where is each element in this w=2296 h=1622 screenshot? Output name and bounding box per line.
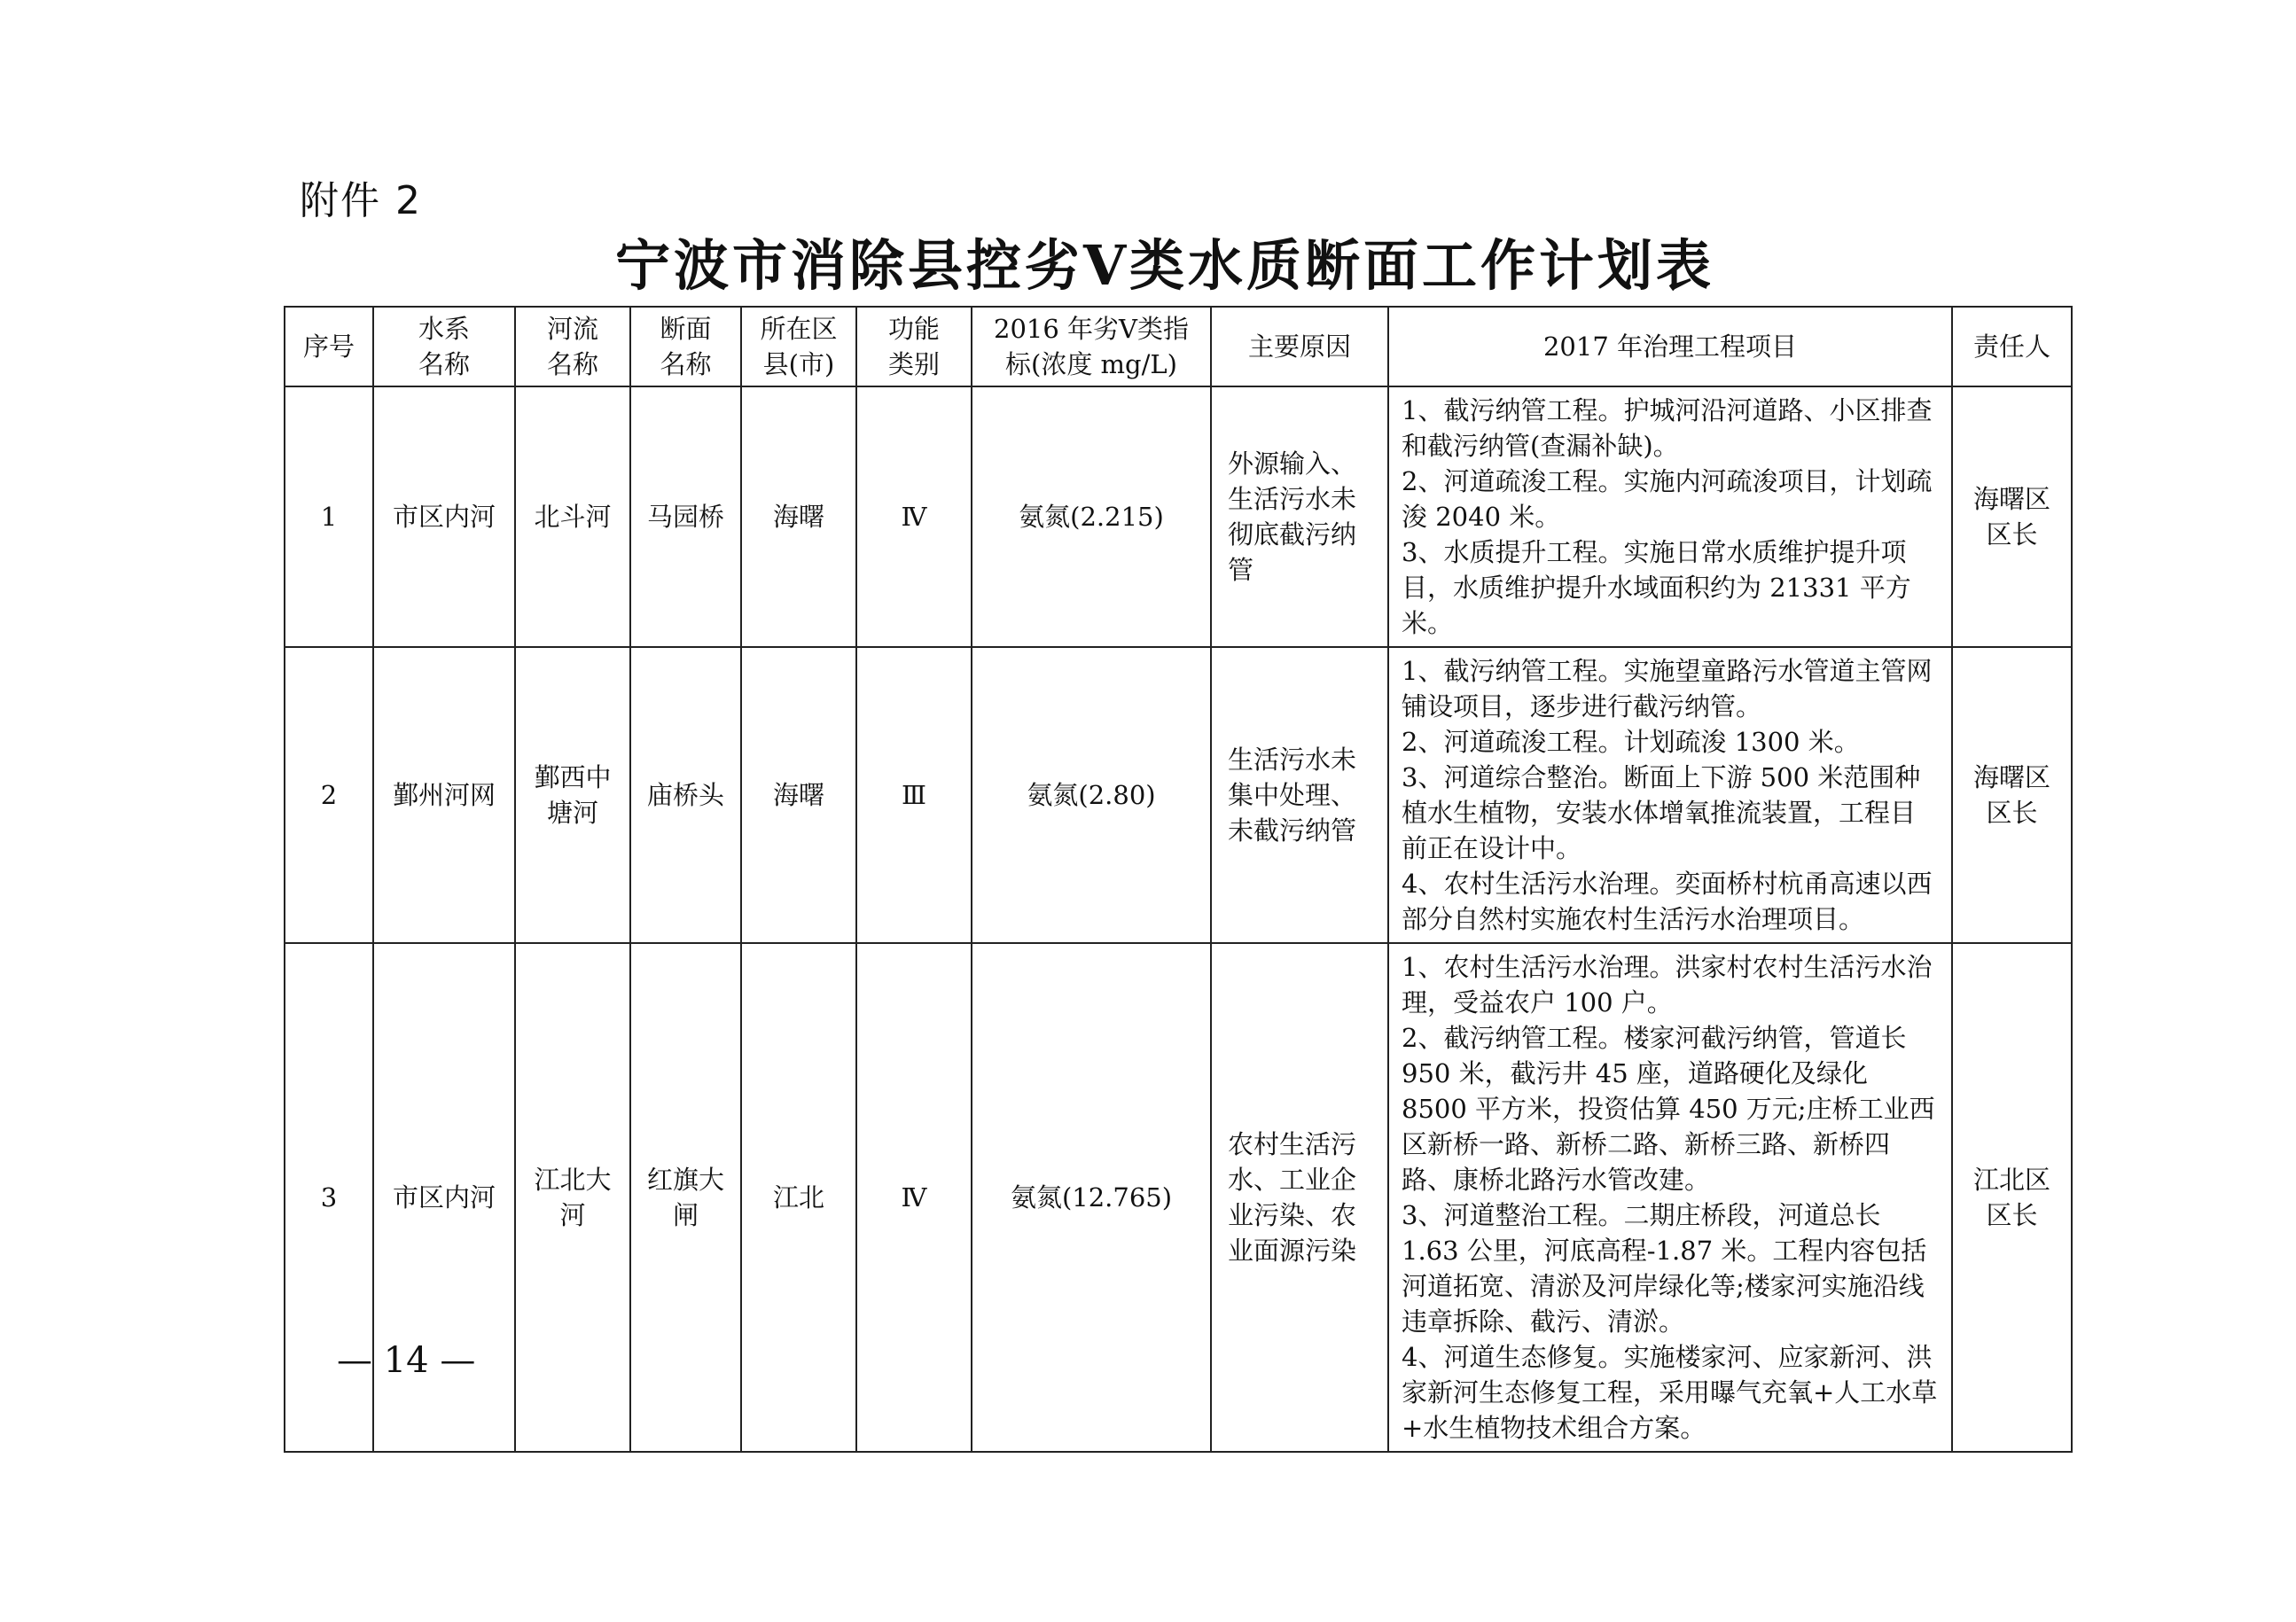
cell-water-system: 市区内河	[373, 943, 515, 1452]
work-plan-table	[284, 306, 2073, 1453]
cell-projects: 1、农村生活污水治理。洪家村农村生活污水治理，受益农户 100 户。 2、截污纳管工程。楼家河截污纳管，管道长 950 米，截污井 45 座，道路硬化及绿化 8500 平方米，投资估算 450 万元;庄桥工业西区新桥一路、新桥二路、新桥三路、新桥四路、康桥北路污水管改建。 3、河道整治工程。二期庄桥段，河道总长 1.63 公里，河底高程-1.87 米。工程内容包括河道拓宽、清淤及河岸绿化等;楼家河实施沿线违章拆除、截污、清淤。 4、河道生态修复。实施楼家河、应家新河、洪家新河生态修复工程，采用曝气充氧+人工水草+水生植物技术组合方案。	[1388, 943, 1952, 1452]
cell-no: 1	[285, 386, 373, 647]
cell-reason: 外源输入、 生活污水未 彻底截污纳 管	[1211, 386, 1388, 647]
page-number: — 14 —	[337, 1340, 476, 1381]
header-water-system: 水系 名称	[373, 307, 515, 386]
cell-no: 3	[285, 943, 373, 1452]
document-title: 宁波市消除县控劣Ⅴ类水质断面工作计划表	[614, 233, 1715, 298]
cell-river: 北斗河	[515, 386, 630, 647]
cell-district: 江北	[741, 943, 856, 1452]
cell-no: 2	[285, 647, 373, 943]
header-district: 所在区 县(市)	[741, 307, 856, 386]
cell-function-class: Ⅳ	[856, 386, 972, 647]
cell-district: 海曙	[741, 386, 856, 647]
cell-reason: 生活污水未 集中处理、 未截污纳管	[1211, 647, 1388, 943]
cell-river: 江北大 河	[515, 943, 630, 1452]
cell-projects: 1、截污纳管工程。护城河沿河道路、小区排查和截污纳管(查漏补缺)。 2、河道疏浚工程。实施内河疏浚项目，计划疏浚 2040 米。 3、水质提升工程。实施日常水质维护提升项目，水质维护提升水域面积约为 21331 平方米。	[1388, 386, 1952, 647]
cell-district: 海曙	[741, 647, 856, 943]
header-projects: 2017 年治理工程项目	[1388, 307, 1952, 386]
header-responsible: 责任人	[1952, 307, 2072, 386]
attachment-label: 附件 2	[300, 178, 422, 223]
table-row	[285, 943, 2072, 1452]
cell-function-class: Ⅲ	[856, 647, 972, 943]
cell-water-system: 鄞州河网	[373, 647, 515, 943]
cell-function-class: Ⅳ	[856, 943, 972, 1452]
table-row	[285, 647, 2072, 943]
header-function-class: 功能 类别	[856, 307, 972, 386]
cell-responsible: 海曙区 区长	[1952, 647, 2072, 943]
header-river: 河流 名称	[515, 307, 630, 386]
cell-indicator: 氨氮(2.80)	[972, 647, 1211, 943]
cell-river: 鄞西中 塘河	[515, 647, 630, 943]
header-indicator: 2016 年劣Ⅴ类指 标(浓度 mg/L)	[972, 307, 1211, 386]
cell-indicator: 氨氮(2.215)	[972, 386, 1211, 647]
cell-responsible: 海曙区 区长	[1952, 386, 2072, 647]
header-section: 断面 名称	[630, 307, 741, 386]
cell-responsible: 江北区 区长	[1952, 943, 2072, 1452]
cell-section: 马园桥	[630, 386, 741, 647]
header-reason: 主要原因	[1211, 307, 1388, 386]
cell-water-system: 市区内河	[373, 386, 515, 647]
header-no: 序号	[285, 307, 373, 386]
table-row	[285, 386, 2072, 647]
cell-indicator: 氨氮(12.765)	[972, 943, 1211, 1452]
cell-reason: 农村生活污 水、工业企 业污染、农 业面源污染	[1211, 943, 1388, 1452]
cell-section: 红旗大 闸	[630, 943, 741, 1452]
cell-section: 庙桥头	[630, 647, 741, 943]
table-header-row	[285, 307, 2072, 386]
cell-projects: 1、截污纳管工程。实施望童路污水管道主管网铺设项目，逐步进行截污纳管。 2、河道疏浚工程。计划疏浚 1300 米。 3、河道综合整治。断面上下游 500 米范围种植水生植物，安装水体增氧推流装置，工程目前正在设计中。 4、农村生活污水治理。奕面桥村杭甬高速以西部分自然村实施农村生活污水治理项目。	[1388, 647, 1952, 943]
